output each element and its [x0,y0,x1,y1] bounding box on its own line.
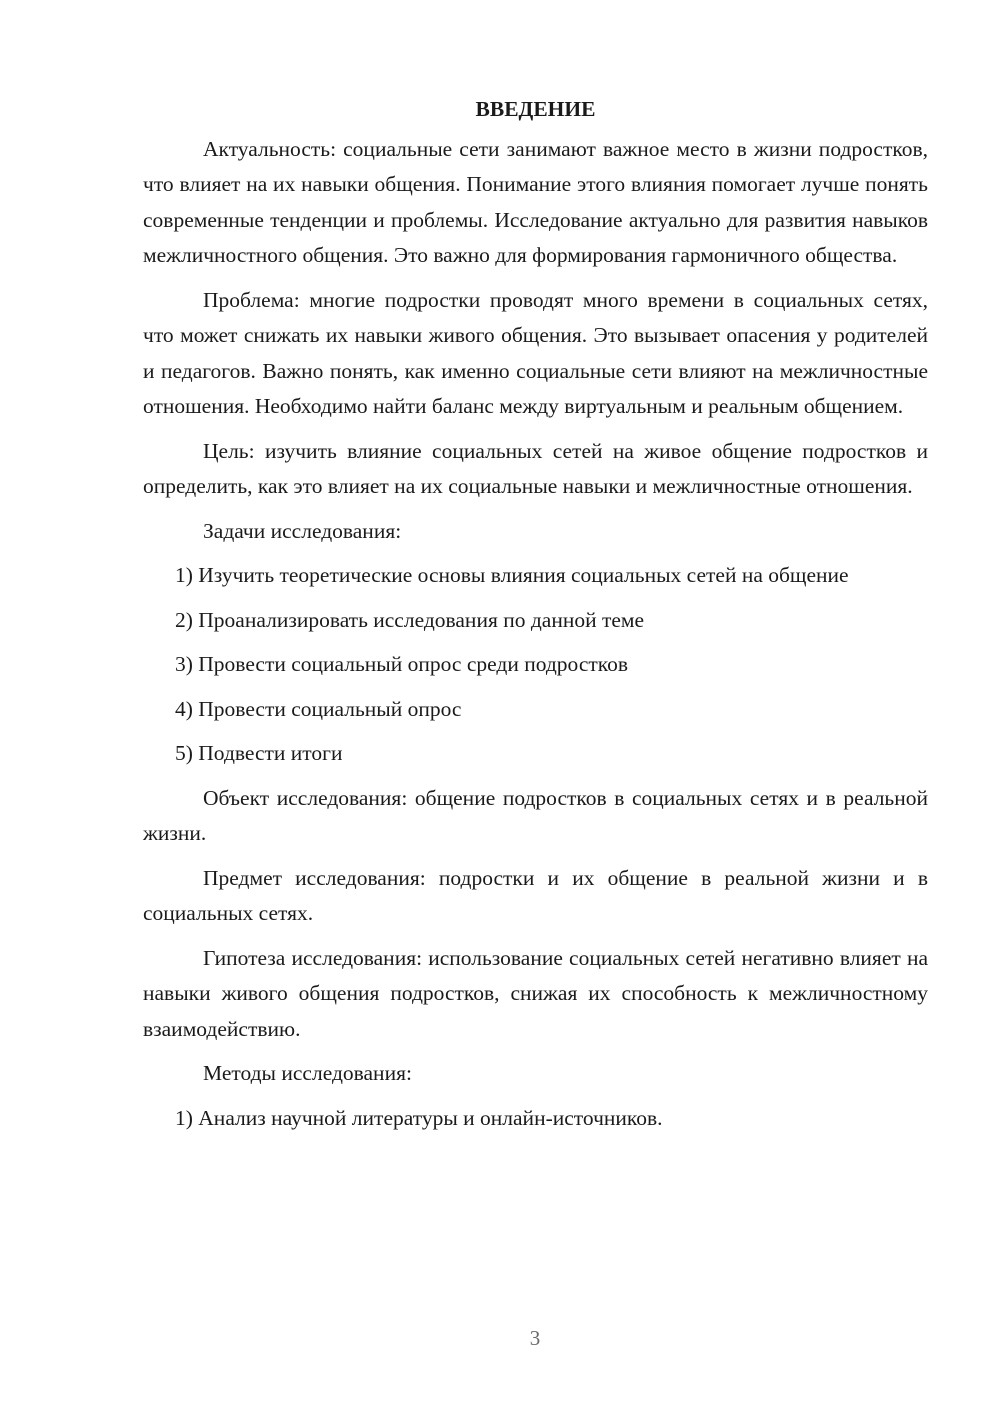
task-item-4: 4) Провести социальный опрос [175,696,462,721]
relevance-paragraph: Актуальность: социальные сети занимают важное место в жизни подростков, что влияет на их навыки общения. Понимание этого влияния помогает лучше понять современные тенденции и проблемы. Исследование актуально для развития навыков межличностного общения. Это важно для формирования гармоничного общества. [143,136,928,267]
page-number: 3 [529,1326,541,1350]
goal-paragraph: Цель: изучить влияние социальных сетей на живое общение подростков и определить, как это влияет на их социальные навыки и межличностные отношения. [143,438,928,498]
task-item-3: 3) Провести социальный опрос среди подростков [175,652,629,676]
task-item-5: 5) Подвести итоги [175,741,343,765]
section-heading: ВВЕДЕНИЕ [475,97,596,121]
object-paragraph: Объект исследования: общение подростков в социальных сетях и в реальной жизни. [143,785,928,845]
document-page [143,92,928,1136]
methods-heading: Методы исследования: [203,1061,412,1085]
hypothesis-paragraph: Гипотеза исследования: использование социальных сетей негативно влияет на навыки живого общения подростков, снижая их способность к межличностному взаимодействию. [143,945,928,1041]
problem-paragraph: Проблема: многие подростки проводят много времени в социальных сетях, что может снижать их навыки живого общения. Это вызывает опасения у родителей и педагогов. Важно понять, как именно социальные сети влияют на межличностные отношения. Необходимо найти баланс между виртуальным и реальным общением. [143,287,928,418]
subject-paragraph: Предмет исследования: подростки и их общение в реальной жизни и в социальных сетях. [143,865,928,925]
tasks-heading: Задачи исследования: [203,518,402,543]
task-item-1: 1) Изучить теоретические основы влияния социальных сетей на общение [175,563,849,587]
task-item-2: 2) Проанализировать исследования по данной теме [175,607,645,632]
method-item-1: 1) Анализ научной литературы и онлайн-источников. [175,1105,663,1130]
